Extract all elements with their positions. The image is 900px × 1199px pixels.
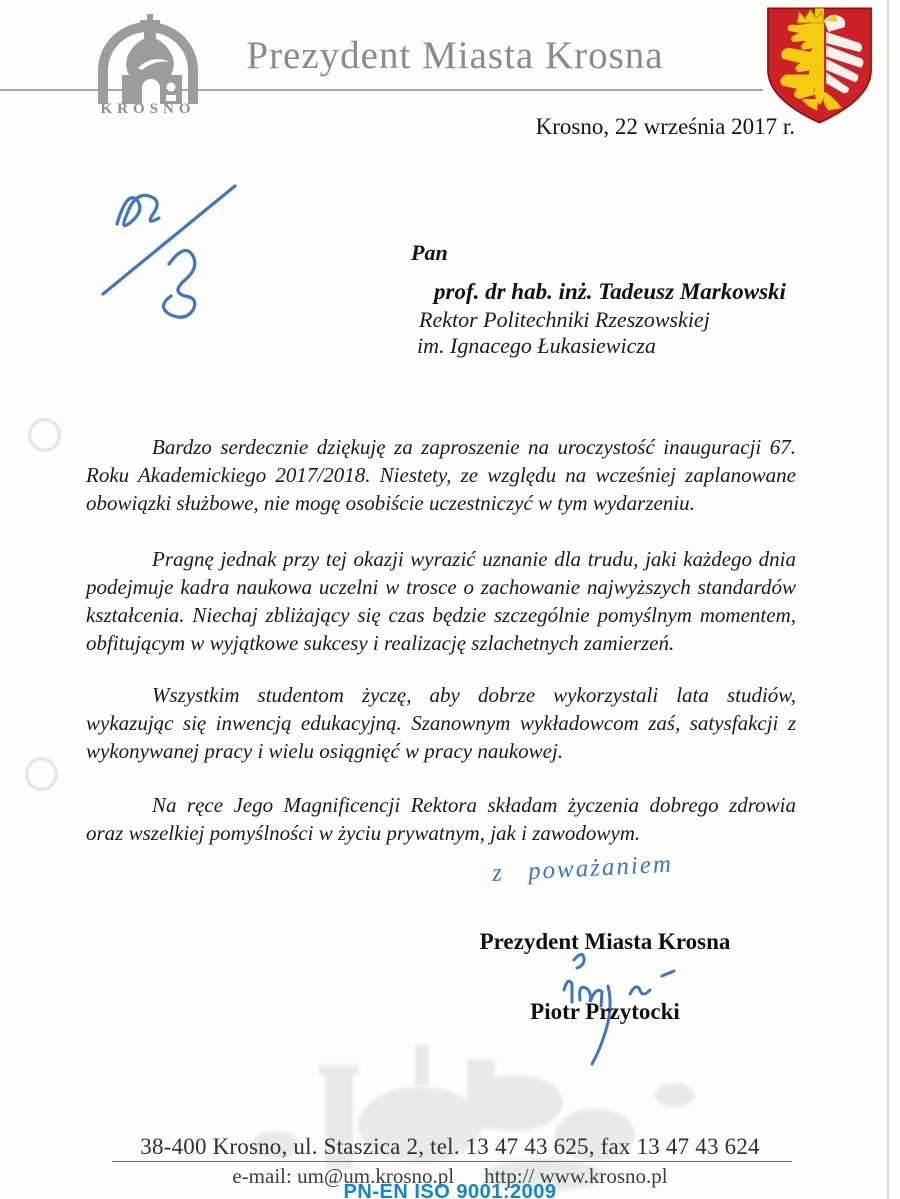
recipient-name: prof. dr hab. inż. Tadeusz Markowski xyxy=(434,279,786,304)
recipient-position: Rektor Politechniki Rzeszowskiej xyxy=(419,307,710,332)
handwritten-closing: z poważaniem xyxy=(491,850,674,888)
handwritten-initials xyxy=(95,172,275,322)
recipient-institution: im. Ignacego Łukasiewicza xyxy=(417,333,656,358)
krosno-logo-caption: KROSNO xyxy=(100,101,196,117)
body-paragraph-2: Pragnę jednak przy tej okazji wyrazić uznanie dla trudu, jaki każdego dnia podejmuje kadra naukowa uczelni w trosce o zachowanie najwyższych standardów kształcenia. Niechaj zbliżający się czas będzie szczególnie pomyślnym momentem, obfitującym w wyjątkowe sukcesy i realizację szlachetnych zamierzeń. xyxy=(86,547,796,655)
body-paragraph-3: Wszystkim studentom życzę, aby dobrze wykorzystali lata studiów, wykazując się inwencją edukacyjną. Szanownym wykładowcom zaś, satysfakcji z wykonywanej pracy i wielu osiągnięć w pracy naukowej. xyxy=(86,683,796,763)
krosno-coat-of-arms-icon xyxy=(757,5,882,126)
body-paragraph-4: Na ręce Jego Magnificencji Rektora składam życzenia dobrego zdrowia oraz wszelkiej pomyślności w życiu prywatnym, jak i zawodowym. xyxy=(86,793,796,845)
footer-rule xyxy=(112,1161,792,1162)
body-paragraph-1: Bardzo serdecznie dziękuję za zaproszenie na uroczystość inauguracji 67. Roku Akademickiego 2017/2018. Niestety, ze względu na wcześniej zaplanowane obowiązki służbowe, nie mogę osobiście uczestniczyć w tym wydarzeniu. xyxy=(86,435,796,515)
footer-iso-badge: PN-EN ISO 9001:2009 xyxy=(343,1181,557,1199)
signer-name: Piotr Przytocki xyxy=(530,999,680,1024)
hole-punch-top xyxy=(28,418,61,452)
footer-email: e-mail: um@um.krosno.pl xyxy=(232,1164,455,1188)
signer-title: Prezydent Miasta Krosna xyxy=(479,929,731,954)
krosno-logo-icon xyxy=(84,12,212,104)
footer-address: 38-400 Krosno, ul. Staszica 2, tel. 13 47 43 625, fax 13 47 43 624 xyxy=(140,1134,760,1159)
recipient-salutation: Pan xyxy=(411,240,448,265)
footer-website: http:// www.krosno.pl xyxy=(484,1164,668,1188)
date-line: Krosno, 22 września 2017 r. xyxy=(535,114,795,139)
scan-edge-line xyxy=(887,0,889,1199)
letterhead-title: Prezydent Miasta Krosna xyxy=(246,34,664,77)
hole-punch-bottom xyxy=(25,757,58,791)
